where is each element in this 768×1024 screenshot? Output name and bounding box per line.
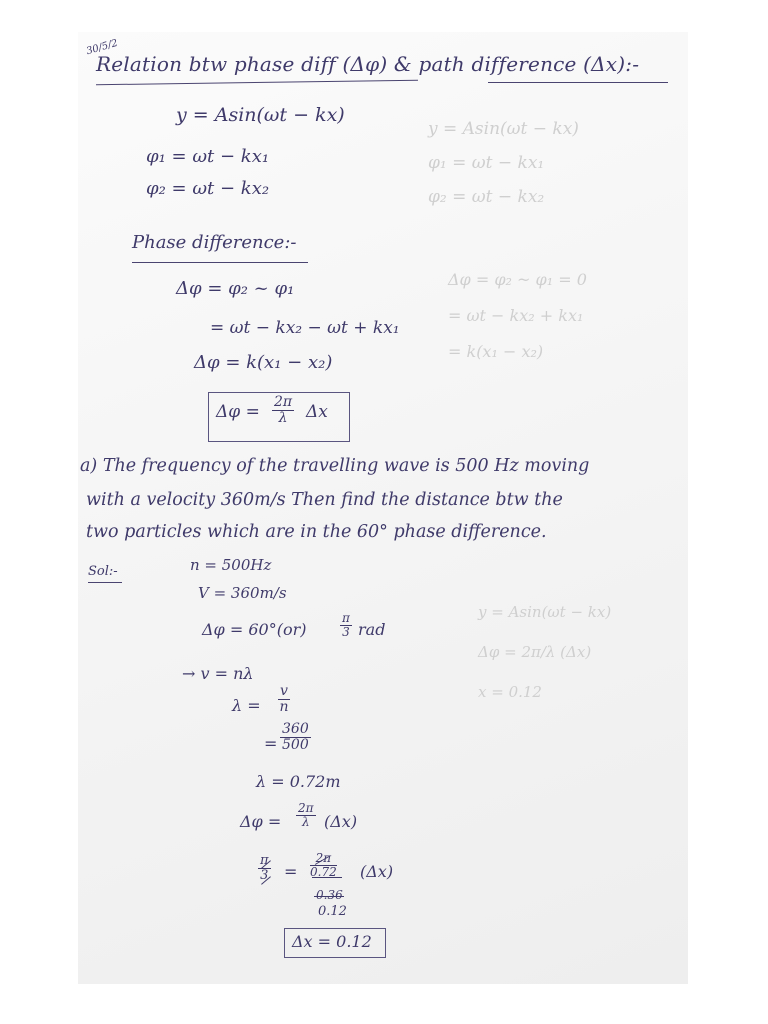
formula-v-n-lambda: → v = nλ: [182, 664, 254, 683]
given-n: n = 500Hz: [190, 556, 272, 574]
title-underline: [96, 80, 418, 85]
given-dphi: Δφ = 60°(or): [202, 620, 307, 639]
dphi-formula-rhs: (Δx): [324, 812, 358, 831]
given-dphi-num: π: [342, 611, 350, 625]
bleed-through: y = Asin(ωt − kx) Δφ = 2π/λ (Δx) x = 0.12: [478, 603, 612, 701]
sub-lhs-den: 3: [260, 867, 269, 883]
given-dphi-fraction: [340, 612, 352, 639]
solution-label: Sol:-: [88, 564, 118, 579]
title-underline: [488, 82, 668, 83]
sub-equals: =: [284, 862, 298, 881]
section-underline: [132, 262, 308, 263]
boxed-fraction-den: λ: [278, 409, 288, 426]
dphi-formula-num: 2π: [298, 801, 314, 815]
value-fraction: [280, 722, 311, 753]
equation-phi1: φ₁ = ωt − kx₁: [146, 146, 270, 167]
lambda-num: v: [280, 683, 288, 699]
equation-k: Δφ = k(x₁ − x₂): [194, 352, 333, 373]
question-line-1: a) The frequency of the travelling wave is 500 Hz moving: [80, 456, 590, 476]
dphi-formula-den: λ: [301, 814, 310, 829]
question-line-2: with a velocity 360m/s Then find the distance btw the: [86, 490, 563, 510]
section-heading: Phase difference:-: [132, 232, 297, 253]
bleed-through: y = Asin(ωt − kx) φ₁ = ωt − kx₁ φ₂ = ωt − kx₂: [428, 119, 579, 207]
lambda-lhs: λ =: [232, 696, 261, 715]
equation-expand: = ωt − kx₂ − ωt + kx₁: [210, 318, 400, 338]
sub-step-2: 0.12: [318, 904, 347, 919]
value-den: 500: [282, 736, 309, 753]
dphi-formula-fraction: [296, 802, 316, 829]
sub-step-1: 0.36: [316, 888, 343, 902]
sub-lhs-num: π: [260, 853, 269, 868]
sub-den: 0.72: [310, 864, 337, 879]
sub-num: 2π: [310, 852, 337, 866]
equation-y: y = Asin(ωt − kx): [176, 104, 345, 126]
sub-fraction: [310, 852, 337, 879]
answer: Δx = 0.12: [292, 932, 372, 951]
notebook-page: [78, 32, 688, 984]
boxed-rhs: Δx: [306, 402, 328, 422]
boxed-lhs: Δφ =: [216, 402, 260, 422]
boxed-fraction: [272, 395, 294, 426]
given-v: V = 360m/s: [198, 584, 287, 602]
equation-phi2: φ₂ = ωt − kx₂: [146, 178, 270, 199]
given-dphi-unit: rad: [358, 620, 386, 639]
dphi-formula-lhs: Δφ =: [240, 812, 282, 831]
boxed-fraction-num: 2π: [274, 394, 293, 410]
strike-mark: [314, 896, 344, 897]
lambda-den: n: [279, 698, 289, 715]
bleed-through: Δφ = φ₂ ~ φ₁ = 0 = ωt − kx₂ + kx₁ = k(x₁ − x₂): [448, 270, 587, 361]
question-line-3: two particles which are in the 60° phase difference.: [86, 522, 547, 542]
given-dphi-den: 3: [342, 624, 350, 639]
lambda-value: λ = 0.72m: [256, 772, 341, 791]
page-title: Relation btw phase diff (Δφ) & path difference (Δx):-: [96, 52, 640, 76]
strike-mark: [312, 877, 342, 878]
sub-rhs: (Δx): [360, 862, 394, 881]
equals-sign: =: [264, 734, 278, 753]
solution-label-underline: [88, 582, 122, 583]
lambda-fraction: [278, 684, 290, 715]
equation-dphi: Δφ = φ₂ ~ φ₁: [176, 278, 295, 299]
date-tag: 30/5/2: [85, 37, 120, 58]
value-num: 360: [282, 721, 309, 737]
